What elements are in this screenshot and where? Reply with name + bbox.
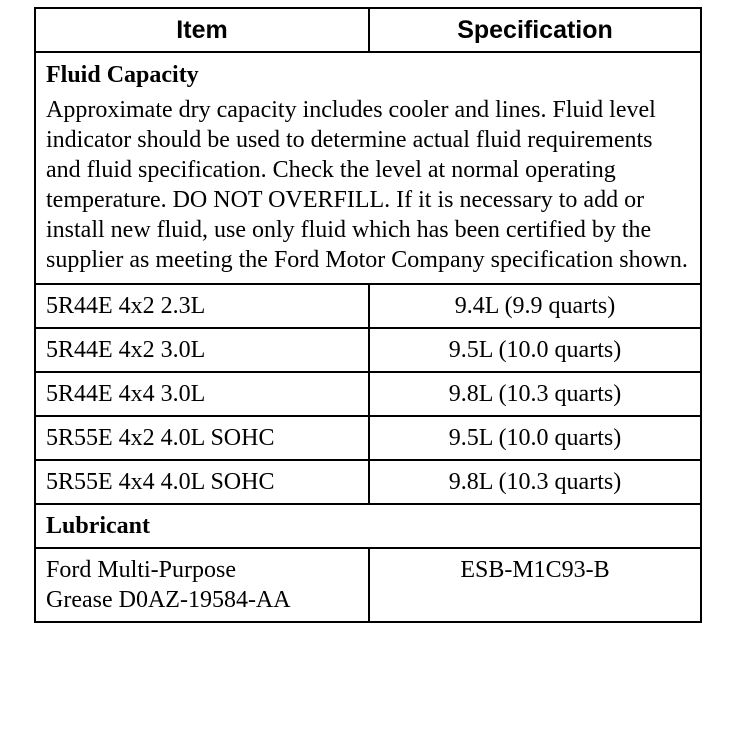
row-spec: 9.5L (10.0 quarts) [369,416,701,460]
row-item: 5R44E 4x2 2.3L [35,284,369,328]
lubricant-item-line2: Grease D0AZ-19584-AA [46,587,291,613]
row-spec: 9.8L (10.3 quarts) [369,372,701,416]
row-spec: 9.4L (9.9 quarts) [369,284,701,328]
row-item: 5R44E 4x2 3.0L [35,328,369,372]
header-item: Item [35,8,369,52]
row-item: 5R55E 4x4 4.0L SOHC [35,460,369,504]
fluid-capacity-section [35,52,701,284]
lubricant-item-line1: Ford Multi-Purpose [46,557,237,583]
header-specification: Specification [369,8,701,52]
row-spec: 9.8L (10.3 quarts) [369,460,701,504]
lubricant-item [35,548,369,622]
fluid-capacity-title: Fluid Capacity [46,62,199,88]
table-row [35,328,701,372]
table-row [35,548,701,622]
table-row [35,460,701,504]
table-row [35,372,701,416]
table-row [35,284,701,328]
table-row [35,416,701,460]
lubricant-section [35,504,701,548]
row-item: 5R44E 4x4 3.0L [35,372,369,416]
header-row [35,8,701,52]
fluid-capacity-note: Approximate dry capacity includes cooler and lines. Fluid level indicator should be used to determine actual fluid requirements and fluid specification. Check the level at normal operating temperature. DO NOT OVERFILL. If it is necessary to add or install new fluid, use only fluid which has been certified by the supplier as meeting the Ford Motor Company specification shown. [46,97,688,273]
specification-table [34,7,702,623]
lubricant-title: Lubricant [35,504,701,548]
row-spec: 9.5L (10.0 quarts) [369,328,701,372]
row-item: 5R55E 4x2 4.0L SOHC [35,416,369,460]
fluid-capacity-cell [35,52,701,284]
lubricant-spec: ESB-M1C93-B [369,548,701,622]
